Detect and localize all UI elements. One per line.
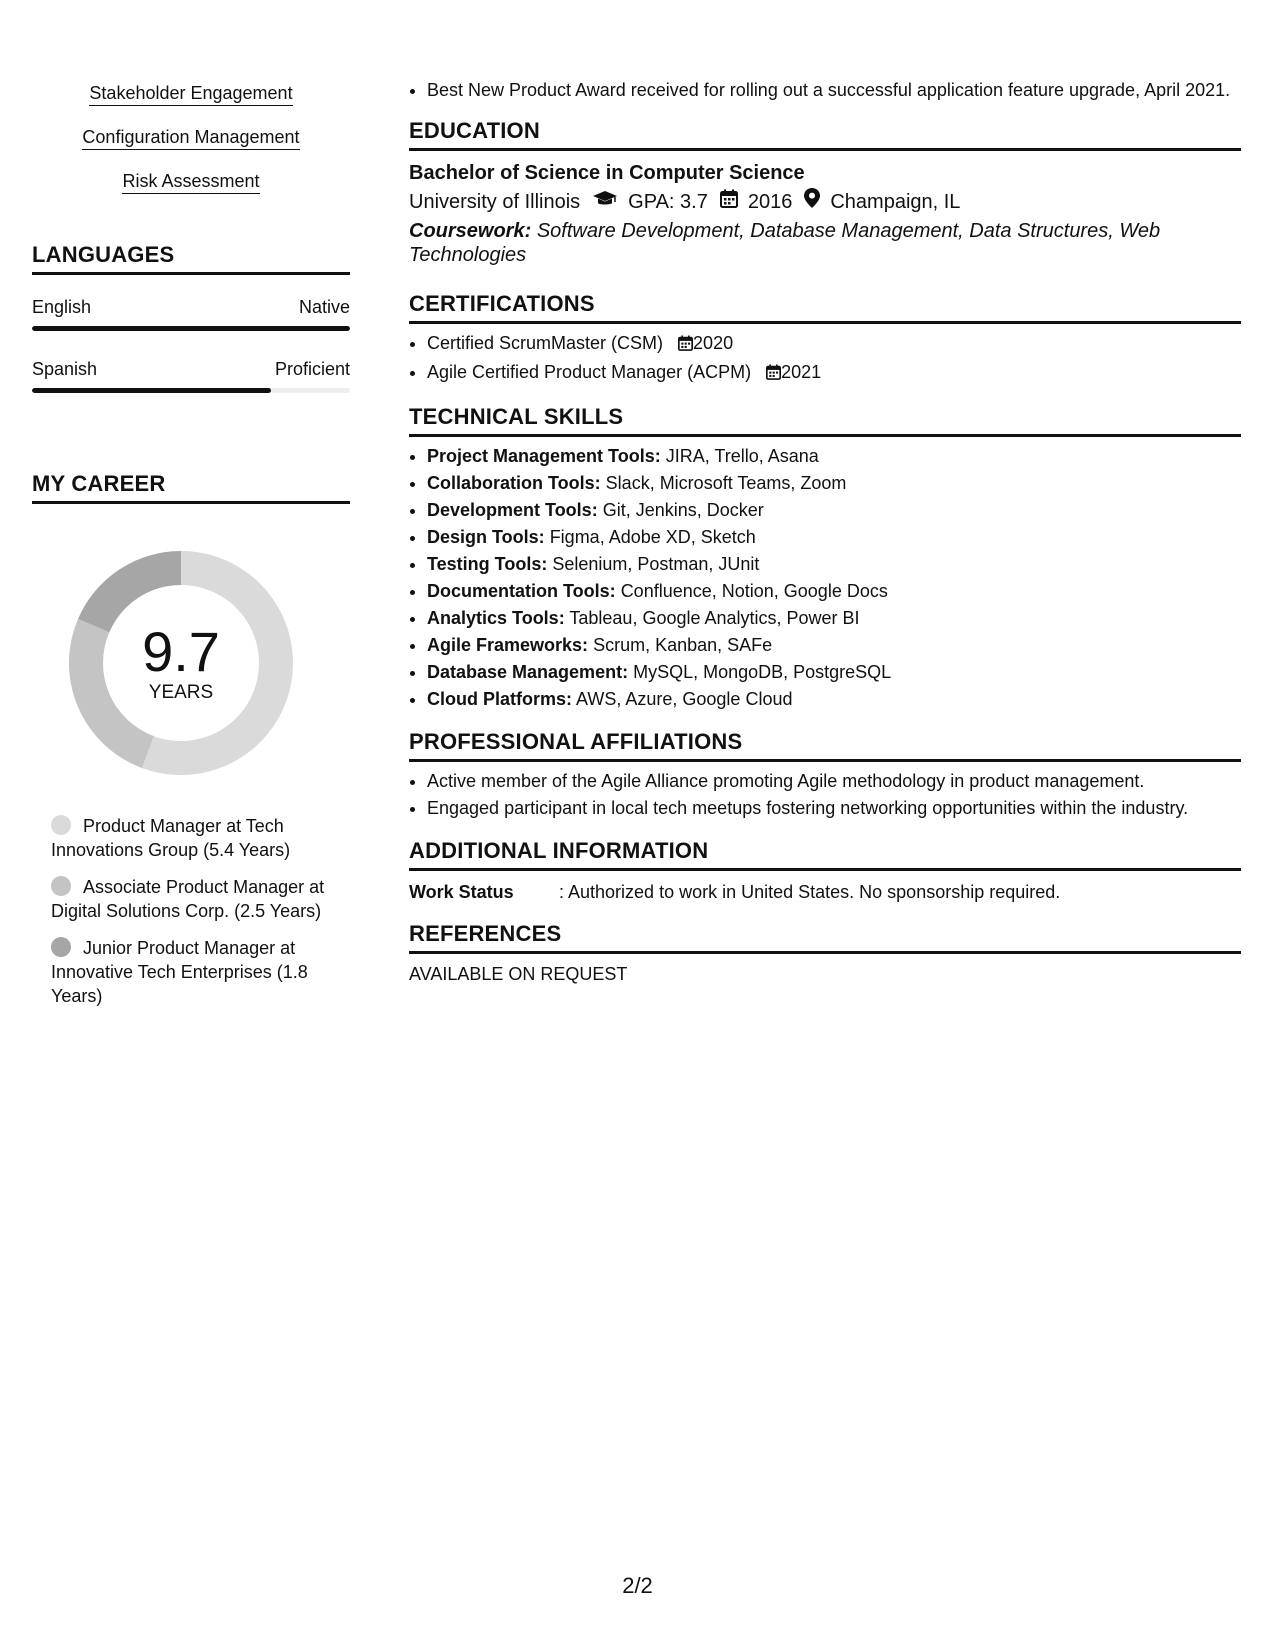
education-title: EDUCATION (409, 118, 1241, 151)
technical-skills-title: TECHNICAL SKILLS (409, 404, 1241, 437)
tech-skill-value: AWS, Azure, Google Cloud (576, 689, 793, 709)
work-status-key: Work Status (409, 882, 514, 902)
tech-skill-key: Testing Tools: (427, 554, 548, 574)
graduation-year: 2016 (747, 191, 793, 213)
affiliations-list (409, 768, 1241, 822)
legend-label: Associate Product Manager at Digital Solutions Corp. (2.5 Years) (51, 877, 325, 921)
tech-skill-value: Figma, Adobe XD, Sketch (549, 527, 756, 547)
legend-dot (51, 876, 71, 896)
graduation-cap-icon (592, 187, 618, 217)
tech-skill-key: Documentation Tools: (427, 581, 616, 601)
tech-skill-item (427, 470, 1241, 497)
main-content (409, 78, 1241, 985)
coursework (409, 219, 1241, 267)
tech-skill-key: Development Tools: (427, 500, 598, 520)
language-name: English (32, 297, 92, 317)
tech-skill-value: Git, Jenkins, Docker (602, 500, 764, 520)
language-level: Native (298, 297, 350, 317)
sidebar (32, 82, 350, 1021)
languages-section (32, 242, 350, 393)
career-section (32, 471, 350, 1008)
tech-skill-value: Tableau, Google Analytics, Power BI (569, 608, 860, 628)
tech-skill-value: Slack, Microsoft Teams, Zoom (605, 473, 847, 493)
language-item (32, 359, 350, 393)
legend-dot (51, 937, 71, 957)
references-text: AVAILABLE ON REQUEST (409, 964, 628, 984)
career-total: 9.7 (142, 620, 220, 683)
skills-list (32, 82, 350, 194)
certification-year: 2020 (693, 333, 734, 353)
technical-skills-section (409, 404, 1241, 713)
tech-skill-item (427, 578, 1241, 605)
award-item: • Best New Product Award received for rolling out a successful application feature upgrade, April 2021. (427, 78, 1241, 102)
page-number: 2/2 (622, 1573, 653, 1598)
certification-item (427, 359, 1241, 388)
career-title: MY CAREER (32, 471, 350, 504)
affiliation-item: • Engaged participant in local tech meetups fostering networking opportunities within the industry. (427, 795, 1241, 822)
tech-skill-item (427, 686, 1241, 713)
calendar-icon (678, 332, 693, 359)
tech-skill-item (427, 605, 1241, 632)
education-section (409, 118, 1241, 267)
certifications-title: CERTIFICATIONS (409, 291, 1241, 324)
language-bar-fill (32, 388, 271, 393)
additional-info-title: ADDITIONAL INFORMATION (409, 838, 1241, 871)
legend-item (51, 814, 331, 862)
degree: Bachelor of Science in Computer Science (409, 162, 805, 184)
tech-skill-item (427, 497, 1241, 524)
career-unit: YEARS (148, 682, 214, 703)
donut-center (66, 548, 296, 778)
coursework-list: Software Development, Database Management, Data Structures, Web Technologies (409, 220, 1161, 266)
legend-label: Junior Product Manager at Innovative Tech Enterprises (1.8 Years) (51, 938, 308, 1006)
legend-item (51, 936, 331, 1008)
tech-skill-value: Scrum, Kanban, SAFe (593, 635, 773, 655)
certification-name: Certified ScrumMaster (CSM) (427, 333, 664, 353)
language-name: Spanish (32, 359, 98, 379)
tech-skill-value: MySQL, MongoDB, PostgreSQL (633, 662, 892, 682)
tech-skill-item (427, 632, 1241, 659)
tech-skill-value: Confluence, Notion, Google Docs (620, 581, 888, 601)
gpa: GPA: 3.7 (628, 191, 708, 213)
language-bar (32, 326, 350, 331)
map-pin-icon (804, 187, 820, 217)
tech-skill-item (427, 551, 1241, 578)
tech-skill-item (427, 524, 1241, 551)
additional-info-section (409, 838, 1241, 905)
legend-label: Product Manager at Tech Innovations Group (5.4 Years) (51, 816, 291, 860)
references-section (409, 921, 1241, 985)
education-details (409, 187, 1241, 217)
tech-skill-key: Analytics Tools: (427, 608, 565, 628)
tech-skill-key: Design Tools: (427, 527, 545, 547)
work-status-row (409, 879, 1241, 905)
affiliation-item: • Active member of the Agile Alliance promoting Agile methodology in product management. (427, 768, 1241, 795)
tech-skill-value: JIRA, Trello, Asana (665, 446, 819, 466)
awards-list (409, 78, 1241, 102)
skill-tag: Risk Assessment (122, 170, 259, 194)
school: University of Illinois (409, 191, 581, 213)
skill-tag: Configuration Management (82, 126, 299, 150)
tech-skill-key: Cloud Platforms: (427, 689, 573, 709)
tech-skill-item (427, 443, 1241, 470)
language-item (32, 297, 350, 331)
tech-skill-key: Agile Frameworks: (427, 635, 589, 655)
references-title: REFERENCES (409, 921, 1241, 954)
certification-item (427, 330, 1241, 359)
skill-tag: Stakeholder Engagement (89, 82, 292, 106)
certification-year: 2021 (781, 362, 822, 382)
certifications-list (409, 330, 1241, 388)
certification-name: Agile Certified Product Manager (ACPM) (427, 362, 752, 382)
tech-skill-key: Collaboration Tools: (427, 473, 601, 493)
career-legend (51, 814, 331, 1008)
career-donut-chart (66, 548, 296, 778)
calendar-icon (766, 361, 781, 388)
language-level: Proficient (274, 359, 350, 379)
technical-skills-list (409, 443, 1241, 713)
tech-skill-value: Selenium, Postman, JUnit (552, 554, 760, 574)
location: Champaign, IL (830, 191, 961, 213)
tech-skill-key: Project Management Tools: (427, 446, 661, 466)
calendar-icon (720, 187, 738, 217)
language-bar-fill (32, 326, 350, 331)
language-bar (32, 388, 350, 393)
certifications-section (409, 291, 1241, 388)
tech-skill-item (427, 659, 1241, 686)
legend-item (51, 875, 331, 923)
affiliations-section (409, 729, 1241, 822)
work-status-value: : Authorized to work in United States. No sponsorship required. (559, 882, 1061, 902)
tech-skill-key: Database Management: (427, 662, 629, 682)
legend-dot (51, 815, 71, 835)
languages-title: LANGUAGES (32, 242, 350, 275)
coursework-label: Coursework: (409, 220, 532, 242)
affiliations-title: PROFESSIONAL AFFILIATIONS (409, 729, 1241, 762)
